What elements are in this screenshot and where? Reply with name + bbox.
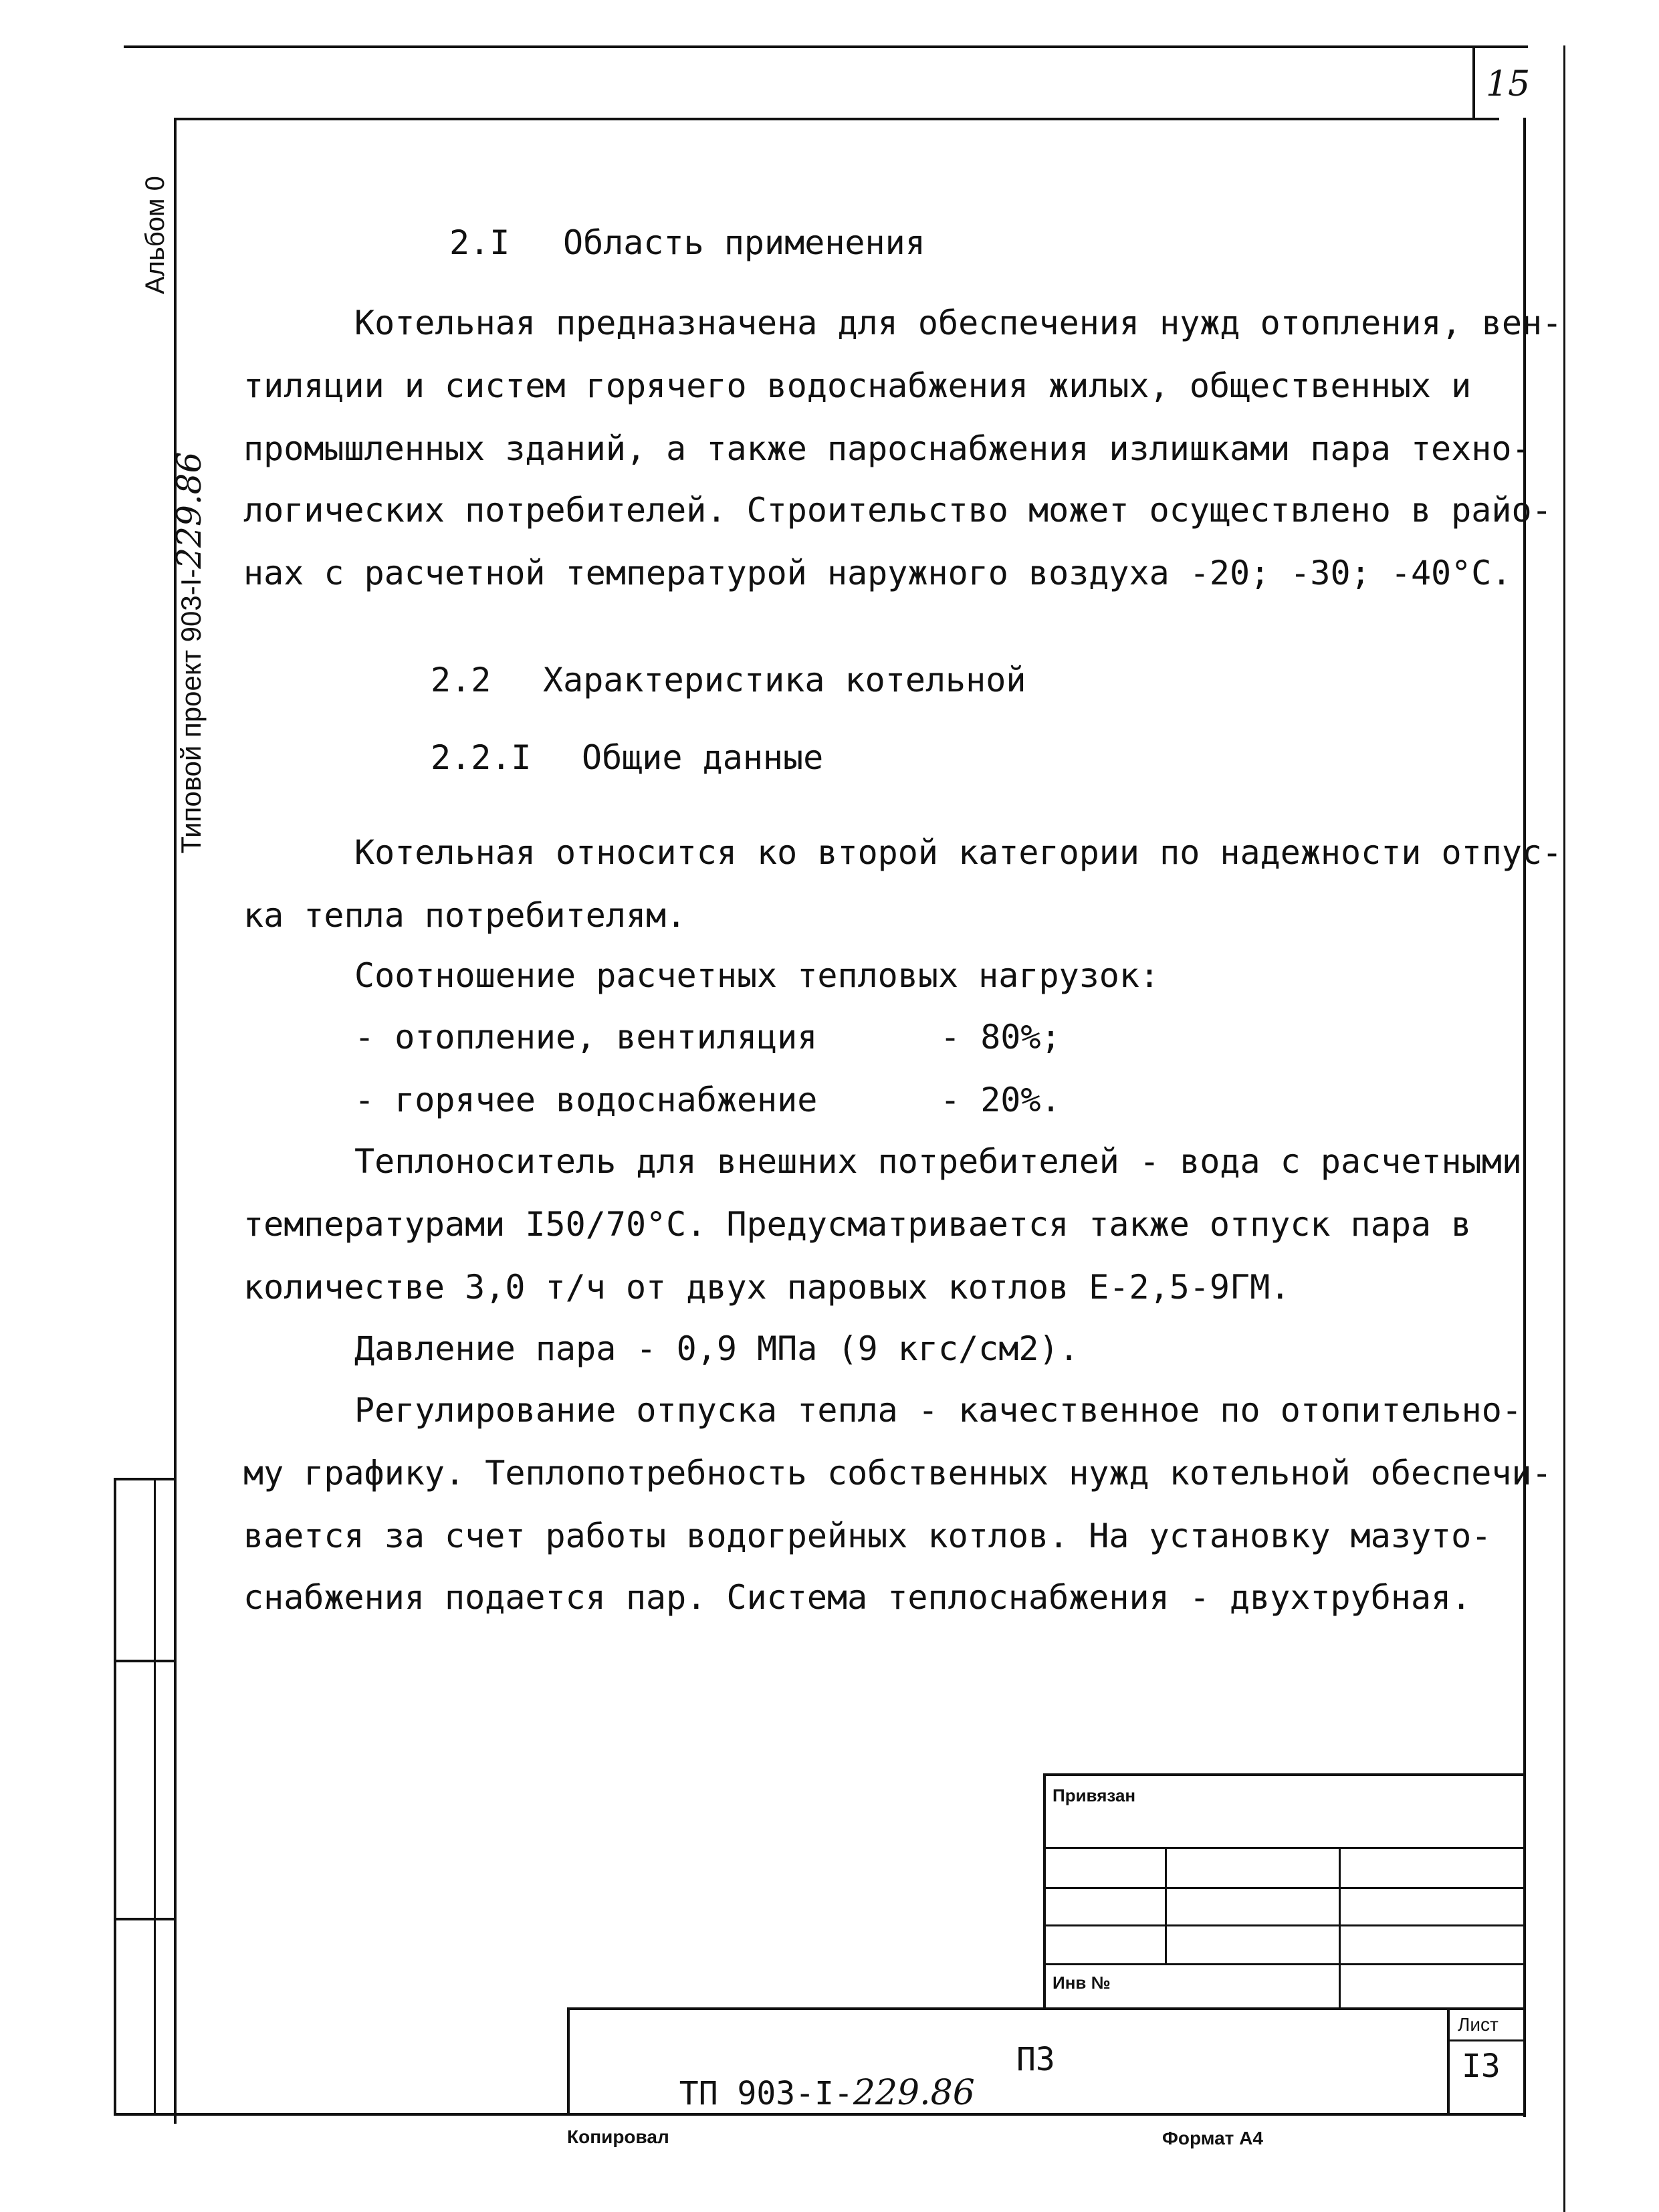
load-item-1-value: - 80%; <box>940 1018 1061 1057</box>
stamp-doc-prefix: ТП 903-I- <box>679 2075 853 2112</box>
stamp-doc-hand: 229.86 <box>853 2073 975 2113</box>
margin-block-divider-2 <box>114 1918 175 1920</box>
margin-block-outer-left <box>114 1478 116 2114</box>
para-1-line-2: тиляции и систем горячего водоснабжения жилых, общественных и <box>243 366 1472 405</box>
stamp-main-left <box>567 2007 570 2114</box>
margin-block-top <box>114 1478 175 1480</box>
para-5-line-1: Регулирование отпуска тепла - качественное по отопительно- <box>354 1391 1522 1430</box>
section-2-1-number: 2.I <box>449 223 510 262</box>
stamp-doc-type: ПЗ <box>1016 2041 1055 2078</box>
footer-format: Формат А4 <box>1162 2128 1263 2148</box>
right-edge-line <box>1563 45 1565 2212</box>
stamp-attached-label: Привязан <box>1053 1785 1136 1805</box>
footer-copied: Копировал <box>567 2126 669 2147</box>
stamp-document-code <box>641 2043 975 2113</box>
stamp-row-3 <box>1043 1924 1525 1926</box>
para-2-line-1: Котельная относится ко второй категории по надежности отпус- <box>354 833 1563 872</box>
frame-top-line <box>175 118 1499 120</box>
load-item-1-label: - отопление, вентиляция <box>354 1018 818 1057</box>
para-5-line-4: снабжения подается пар. Система теплоснабжения - двухтрубная. <box>243 1578 1472 1617</box>
page-number: 15 <box>1486 64 1531 104</box>
page-number-box-left <box>1472 45 1475 118</box>
para-3-line-2: температурами I50/70°С. Предусматривается также отпуск пара в <box>243 1205 1472 1244</box>
album-label: Альбом 0 <box>140 176 170 294</box>
para-3-line-3: количестве 3,0 т/ч от двух паровых котлов Е-2,5-9ГМ. <box>243 1268 1291 1307</box>
section-2-1-title: Область применения <box>563 223 925 262</box>
para-2-line-2: ка тепла потребителям. <box>243 896 687 935</box>
project-hand: 229.86 <box>170 451 209 569</box>
top-outer-line <box>124 45 1528 48</box>
stamp-row-2 <box>1043 1887 1525 1889</box>
para-1-line-1: Котельная предназначена для обеспечения нужд отопления, вен- <box>354 304 1563 342</box>
stamp-main-top <box>567 2007 1525 2010</box>
section-2-2-number: 2.2 <box>431 661 491 699</box>
frame-left-line <box>174 118 177 2124</box>
stamp-sheet-number: I3 <box>1462 2048 1501 2085</box>
para-5-line-3: вается за счет работы водогрейных котлов. На установку мазуто- <box>243 1517 1492 1555</box>
margin-block-divider-1 <box>114 1660 175 1662</box>
para-1-line-3: промышленных зданий, а также пароснабжения излишками пара техно- <box>243 429 1532 468</box>
section-2-2-title: Характеристика котельной <box>543 661 1026 699</box>
para-3-line-1: Теплоноситель для внешних потребителей - вода с расчетными <box>354 1142 1522 1181</box>
stamp-upper-left <box>1043 1773 1046 2009</box>
section-2-2-1-number: 2.2.I <box>431 738 532 777</box>
stamp-upper-top <box>1043 1773 1525 1776</box>
stamp-row-1 <box>1043 1847 1525 1849</box>
para-1-line-5: нах с расчетной температурой наружного воздуха -20; -30; -40°С. <box>243 554 1512 592</box>
frame-right-line <box>1523 118 1526 2117</box>
stamp-sheet-divider <box>1447 2007 1450 2114</box>
project-label <box>138 452 209 869</box>
loads-intro: Соотношение расчетных тепловых нагрузок: <box>354 956 1160 995</box>
stamp-sheet-label: Лист <box>1458 2014 1499 2035</box>
stamp-row-4 <box>1043 1963 1525 1965</box>
para-4: Давление пара - 0,9 МПа (9 кгс/см2). <box>354 1329 1079 1368</box>
frame-bottom-line <box>114 2113 1526 2116</box>
stamp-col-2 <box>1339 1847 1341 2009</box>
para-1-line-4: логических потребителей. Строительство может осуществлено в райо- <box>243 491 1552 530</box>
section-2-2-1-title: Общие данные <box>582 738 824 777</box>
margin-block-inner <box>154 1478 156 2114</box>
stamp-col-1 <box>1165 1847 1167 1963</box>
stamp-inv-label: Инв № <box>1053 1973 1111 1993</box>
load-item-2-label: - горячее водоснабжение <box>354 1081 818 1119</box>
stamp-sheet-row <box>1447 2039 1525 2041</box>
project-prefix: Типовой проект 903-I- <box>175 568 207 854</box>
para-5-line-2: му графику. Теплопотребность собственных нужд котельной обеспечи- <box>243 1454 1552 1492</box>
load-item-2-value: - 20%. <box>940 1081 1061 1119</box>
